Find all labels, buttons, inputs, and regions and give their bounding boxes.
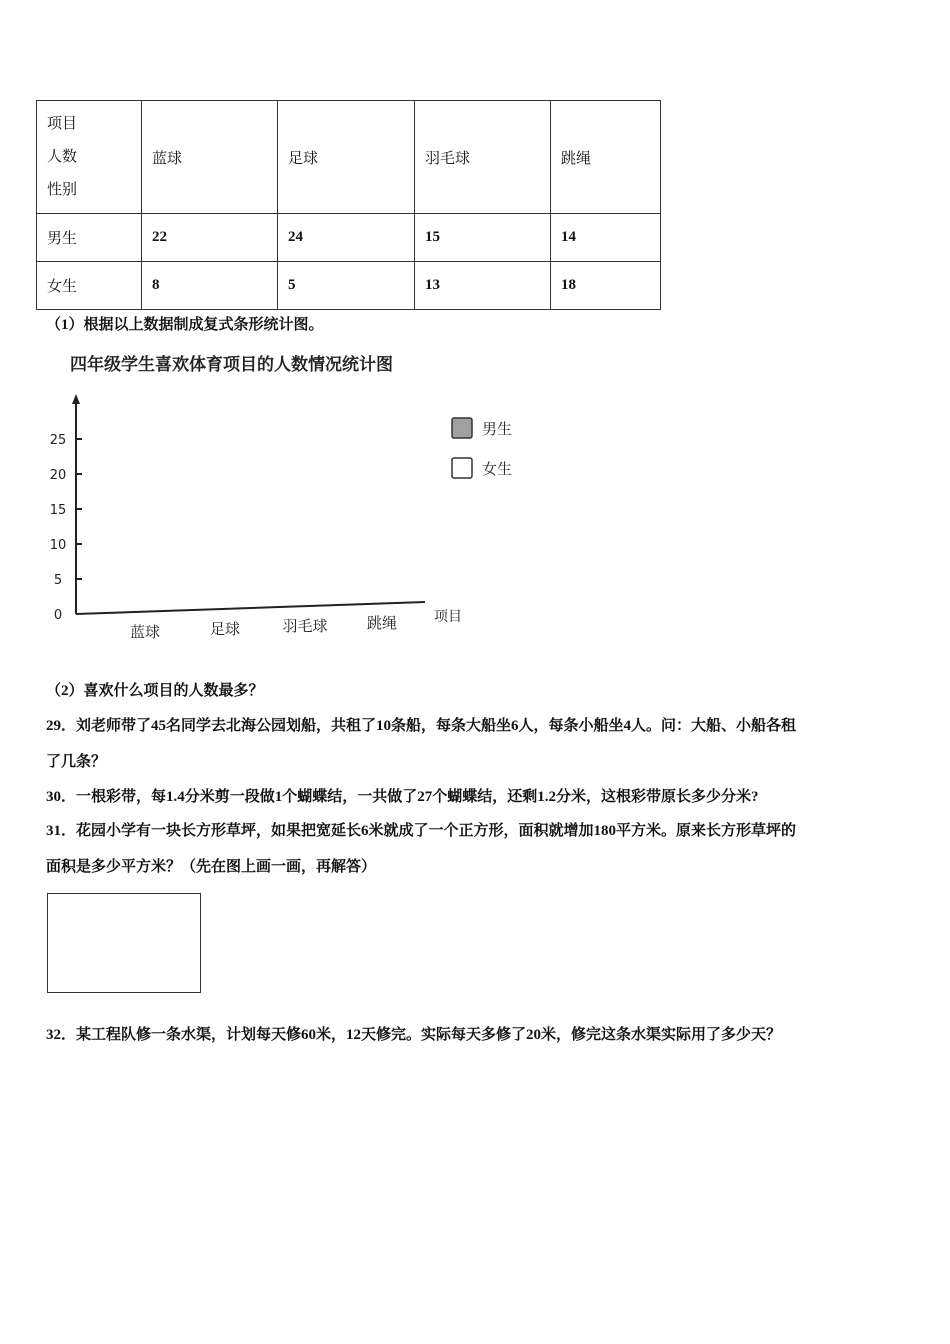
x-axis-label: 项目 xyxy=(434,609,462,625)
cell: 18 xyxy=(551,262,661,310)
column-header: 蓝球 xyxy=(142,101,278,214)
row-label: 女生 xyxy=(37,262,142,310)
bar-chart xyxy=(0,340,540,650)
question-1: （1）根据以上数据制成复式条形统计图。 xyxy=(46,317,324,333)
row-label: 男生 xyxy=(37,214,142,262)
legend-label: 女生 xyxy=(482,460,513,478)
question-29: 29．刘老师带了45名同学去北海公园划船，共租了10条船，每条大船坐6人，每条小船坐4人。问：大船、小船各租 xyxy=(46,718,797,734)
cell: 15 xyxy=(415,214,551,262)
cell: 8 xyxy=(142,262,278,310)
cell: 5 xyxy=(278,262,415,310)
question-2: （2）喜欢什么项目的人数最多？ xyxy=(46,683,264,699)
x-axis xyxy=(76,602,425,614)
cell: 22 xyxy=(142,214,278,262)
cell: 13 xyxy=(415,262,551,310)
x-tick-label: 跳绳 xyxy=(366,614,398,632)
cell: 24 xyxy=(278,214,415,262)
corner-label: 项目 xyxy=(47,115,78,132)
x-tick-label: 足球 xyxy=(209,620,241,638)
question-31-cont: 面积是多少平方米？（先在图上画一画，再解答） xyxy=(46,859,377,875)
question-29-cont: 了几条？ xyxy=(46,754,107,770)
table-row xyxy=(37,214,661,262)
legend-label: 男生 xyxy=(482,420,513,438)
x-tick-label: 蓝球 xyxy=(129,623,161,641)
y-tick-label: 15 xyxy=(49,503,67,518)
corner-label: 人数 xyxy=(47,148,78,165)
y-axis-arrow xyxy=(72,394,80,404)
x-tick-label: 羽毛球 xyxy=(282,617,328,635)
legend-swatch xyxy=(452,418,472,438)
table-row xyxy=(37,262,661,310)
legend-swatch xyxy=(452,458,472,478)
corner-label: 性别 xyxy=(47,181,78,198)
data-table xyxy=(36,100,661,310)
column-header: 跳绳 xyxy=(551,101,661,214)
chart-title: 四年级学生喜欢体育项目的人数情况统计图 xyxy=(70,355,393,375)
question-32: 32．某工程队修一条水渠，计划每天修60米，12天修完。实际每天多修了20米，修完这条水渠实际用了多少天？ xyxy=(46,1027,782,1043)
question-31: 31．花园小学有一块长方形草坪，如果把宽延长6米就成了一个正方形，面积就增加180平方米。原来长方形草坪的 xyxy=(46,823,797,839)
cell: 14 xyxy=(551,214,661,262)
column-header: 足球 xyxy=(278,101,415,214)
y-tick-label: 0 xyxy=(53,608,63,623)
question-30: 30．一根彩带，每1.4分米剪一段做1个蝴蝶结，一共做了27个蝴蝶结，还剩1.2分米，这根彩带原长多少分米? xyxy=(46,789,759,805)
corner-header xyxy=(37,101,142,214)
y-tick-label: 10 xyxy=(49,538,67,553)
y-tick-label: 5 xyxy=(53,573,63,588)
y-tick-label: 20 xyxy=(49,468,67,483)
drawing-rectangle xyxy=(47,893,201,993)
column-header: 羽毛球 xyxy=(415,101,551,214)
y-tick-label: 25 xyxy=(49,433,67,448)
